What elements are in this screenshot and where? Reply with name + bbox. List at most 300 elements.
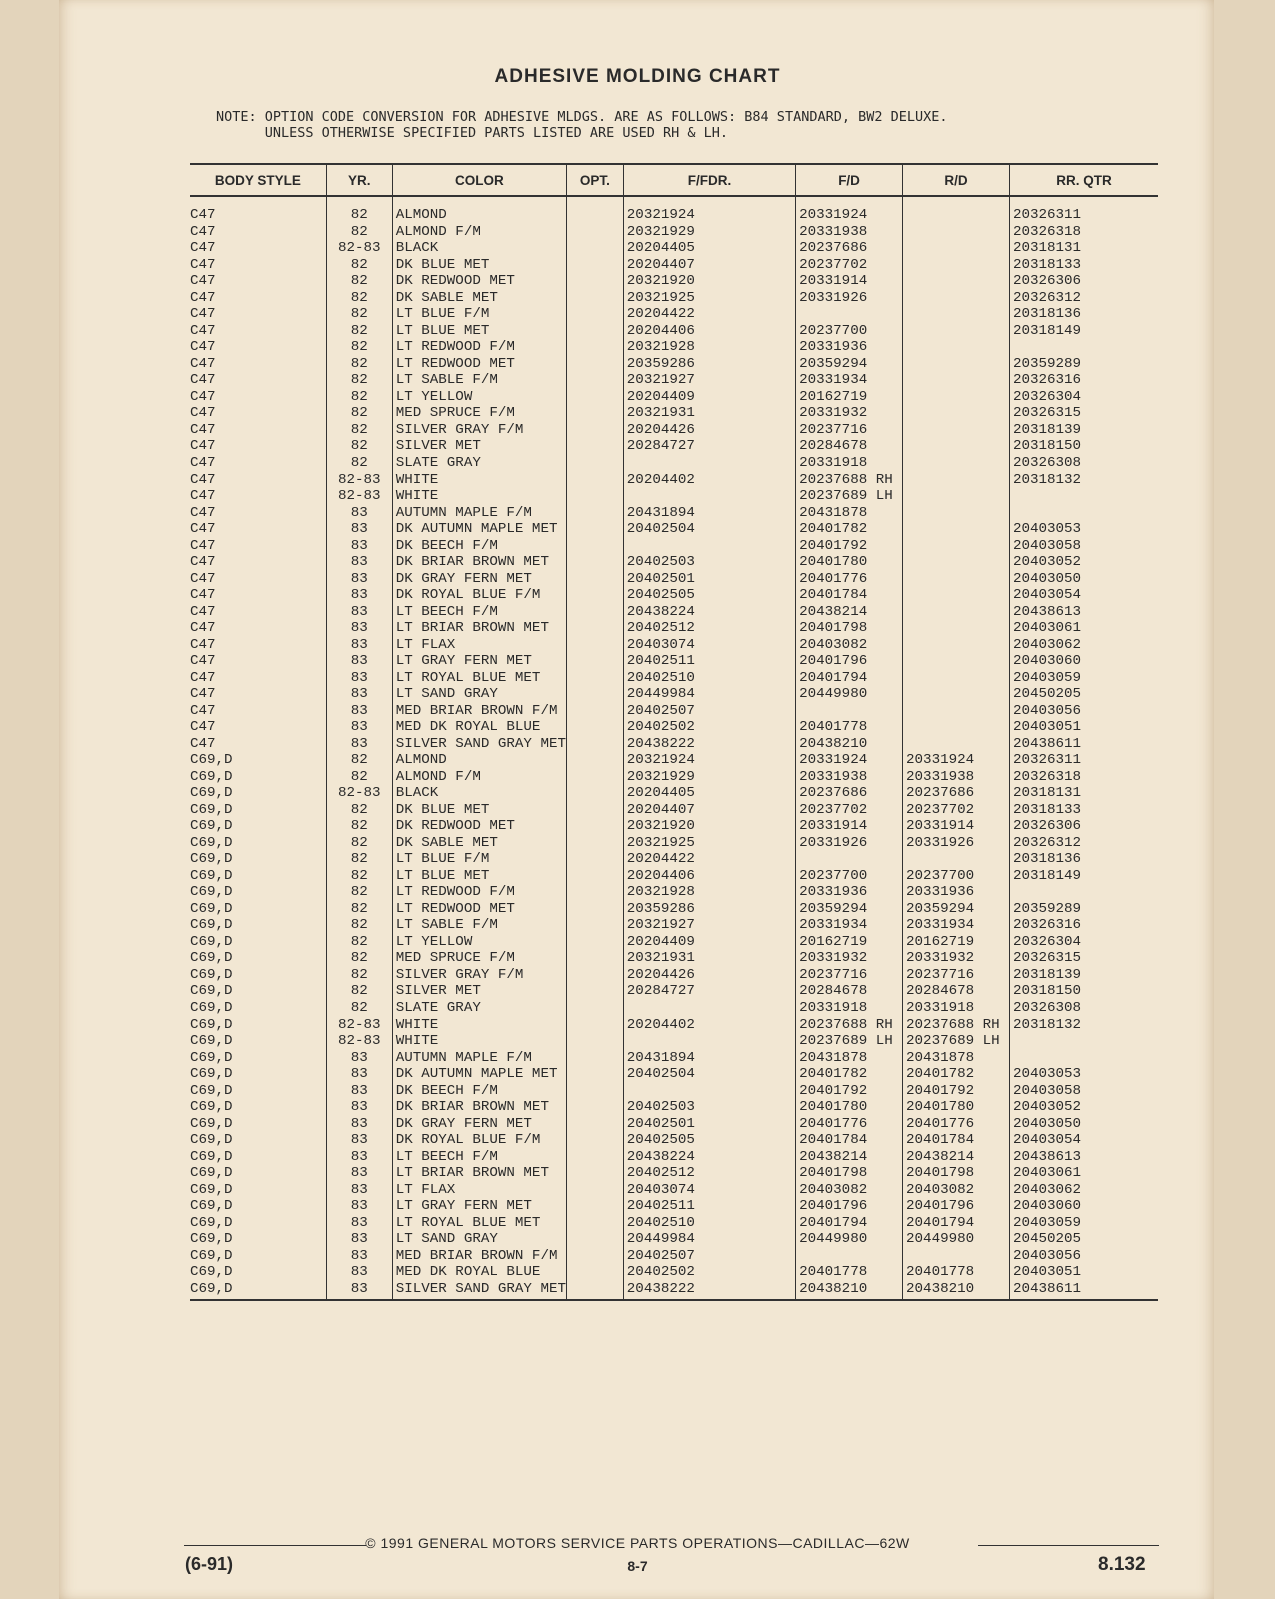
table-row <box>190 504 1158 521</box>
cell-option <box>566 1231 623 1248</box>
cell-color: ALMOND <box>392 196 566 224</box>
cell-option <box>566 901 623 918</box>
cell-rear-quarter: 20326306 <box>1009 818 1158 835</box>
cell-color: SLATE GRAY <box>392 455 566 472</box>
cell-front-door: 20237686 <box>796 785 903 802</box>
cell-body-style: C47 <box>190 421 216 438</box>
cell-rear-door <box>903 736 1010 753</box>
cell-color: MED BRIAR BROWN F/M <box>392 702 566 719</box>
cell-front-fender: 20321928 <box>623 884 795 901</box>
table-row <box>190 1264 1158 1281</box>
cell-year: 82 <box>326 769 392 786</box>
cell-body-style: C69,D <box>190 1181 233 1198</box>
cell-color: LT ROYAL BLUE MET <box>392 1214 566 1231</box>
cell-rear-door: 20237702 <box>903 802 1010 819</box>
table-row <box>190 934 1158 951</box>
cell-body-style: C69,D <box>190 1066 233 1083</box>
cell-body-style: C47 <box>190 504 216 521</box>
cell-rear-door: 20401784 <box>903 1132 1010 1149</box>
cell-body-style: C47 <box>190 240 216 257</box>
header-color: COLOR <box>392 164 566 196</box>
cell-option <box>566 339 623 356</box>
cell-color: WHITE <box>392 488 566 505</box>
cell-rear-quarter: 20403056 <box>1009 702 1158 719</box>
cell-year: 83 <box>326 719 392 736</box>
table-row <box>190 1099 1158 1116</box>
cell-front-door: 20331932 <box>796 950 903 967</box>
cell-rear-quarter <box>1009 1033 1158 1050</box>
cell-body-style: C47 <box>190 322 216 339</box>
cell-option <box>566 438 623 455</box>
cell-rear-door <box>903 851 1010 868</box>
cell-body-style: C69,D <box>190 1264 233 1281</box>
cell-rear-door <box>903 570 1010 587</box>
cell-rear-quarter: 20403059 <box>1009 669 1158 686</box>
cell-year: 82 <box>326 901 392 918</box>
table-row <box>190 257 1158 274</box>
cell-year: 83 <box>326 620 392 637</box>
cell-color: LT GRAY FERN MET <box>392 1198 566 1215</box>
cell-rear-door <box>903 554 1010 571</box>
cell-option <box>566 1033 623 1050</box>
cell-front-door: 20401776 <box>796 1115 903 1132</box>
header-option: OPT. <box>566 164 623 196</box>
cell-rear-quarter: 20403050 <box>1009 570 1158 587</box>
cell-front-fender: 20402502 <box>623 1264 795 1281</box>
cell-front-door: 20237689 LH <box>796 1033 903 1050</box>
header-year: YR. <box>326 164 392 196</box>
cell-option <box>566 488 623 505</box>
cell-body-style: C69,D <box>190 1082 233 1099</box>
cell-rear-quarter: 20318132 <box>1009 1016 1158 1033</box>
cell-rear-door <box>903 273 1010 290</box>
cell-rear-door <box>903 438 1010 455</box>
cell-rear-door: 20331936 <box>903 884 1010 901</box>
note-line-2: UNLESS OTHERWISE SPECIFIED PARTS LISTED ARE USED RH & LH. <box>216 125 729 141</box>
cell-option <box>566 1247 623 1264</box>
table-row <box>190 1033 1158 1050</box>
table-row <box>190 1148 1158 1165</box>
cell-option <box>566 669 623 686</box>
cell-color: SILVER MET <box>392 438 566 455</box>
cell-body-style: C47 <box>190 339 216 356</box>
table-body <box>190 196 1158 1300</box>
cell-body-style: C47 <box>190 438 216 455</box>
cell-color: WHITE <box>392 471 566 488</box>
cell-front-door: 20401796 <box>796 1198 903 1215</box>
table-header-row <box>190 164 1158 196</box>
cell-year: 82-83 <box>326 488 392 505</box>
table-row <box>190 1066 1158 1083</box>
cell-front-door: 20401798 <box>796 1165 903 1182</box>
cell-front-fender: 20204402 <box>623 1016 795 1033</box>
table-row <box>190 521 1158 538</box>
cell-front-door: 20331914 <box>796 273 903 290</box>
cell-option <box>566 587 623 604</box>
cell-rear-quarter: 20450205 <box>1009 1231 1158 1248</box>
cell-front-fender: 20449984 <box>623 686 795 703</box>
cell-rear-quarter: 20326304 <box>1009 389 1158 406</box>
cell-option <box>566 752 623 769</box>
cell-color: LT SAND GRAY <box>392 1231 566 1248</box>
cell-color: BLACK <box>392 785 566 802</box>
cell-rear-quarter: 20403052 <box>1009 554 1158 571</box>
cell-front-fender: 20204406 <box>623 868 795 885</box>
cell-option <box>566 835 623 852</box>
cell-body-style: C69,D <box>190 900 233 917</box>
cell-front-door <box>796 702 903 719</box>
cell-body-style: C69,D <box>190 1198 233 1215</box>
cell-rear-door <box>903 719 1010 736</box>
cell-rear-door <box>903 488 1010 505</box>
cell-body-style: C47 <box>190 537 216 554</box>
cell-front-door: 20401792 <box>796 1082 903 1099</box>
cell-front-door: 20401782 <box>796 521 903 538</box>
cell-front-fender: 20204409 <box>623 389 795 406</box>
cell-rear-door: 20237686 <box>903 785 1010 802</box>
table-row <box>190 1016 1158 1033</box>
cell-option <box>566 736 623 753</box>
cell-front-fender: 20321927 <box>623 917 795 934</box>
cell-rear-door: 20401796 <box>903 1198 1010 1215</box>
cell-color: DK SABLE MET <box>392 290 566 307</box>
cell-option <box>566 570 623 587</box>
cell-front-fender: 20204407 <box>623 257 795 274</box>
table-row <box>190 884 1158 901</box>
cell-option <box>566 868 623 885</box>
cell-year: 82 <box>326 934 392 951</box>
table-row <box>190 653 1158 670</box>
header-front-door: F/D <box>796 164 903 196</box>
cell-front-door: 20438210 <box>796 1281 903 1301</box>
cell-front-door: 20359294 <box>796 356 903 373</box>
cell-front-fender: 20438224 <box>623 1148 795 1165</box>
cell-body-style: C47 <box>190 570 216 587</box>
cell-front-fender: 20402512 <box>623 1165 795 1182</box>
cell-year: 82 <box>326 868 392 885</box>
cell-front-fender: 20402504 <box>623 1066 795 1083</box>
cell-option <box>566 405 623 422</box>
cell-front-fender: 20284727 <box>623 438 795 455</box>
cell-option <box>566 1264 623 1281</box>
cell-front-door: 20237702 <box>796 802 903 819</box>
cell-year: 83 <box>326 736 392 753</box>
cell-option <box>566 1099 623 1116</box>
cell-year: 82 <box>326 224 392 241</box>
cell-front-door: 20331926 <box>796 835 903 852</box>
cell-body-style: C69,D <box>190 1099 233 1116</box>
cell-front-fender: 20204406 <box>623 323 795 340</box>
table-row <box>190 1132 1158 1149</box>
header-rear-door: R/D <box>903 164 1010 196</box>
cell-year: 82 <box>326 339 392 356</box>
cell-front-fender: 20284727 <box>623 983 795 1000</box>
cell-front-door: 20331924 <box>796 196 903 224</box>
cell-option <box>566 769 623 786</box>
cell-rear-door <box>903 669 1010 686</box>
cell-year: 83 <box>326 702 392 719</box>
cell-front-door: 20449980 <box>796 686 903 703</box>
cell-rear-door: 20401792 <box>903 1082 1010 1099</box>
table-row <box>190 686 1158 703</box>
cell-front-fender <box>623 488 795 505</box>
cell-front-fender: 20402503 <box>623 1099 795 1116</box>
cell-front-door: 20401794 <box>796 1214 903 1231</box>
cell-front-fender: 20204422 <box>623 306 795 323</box>
cell-rear-quarter: 20359289 <box>1009 356 1158 373</box>
cell-front-fender <box>623 1033 795 1050</box>
cell-rear-quarter: 20326316 <box>1009 917 1158 934</box>
cell-rear-door: 20401778 <box>903 1264 1010 1281</box>
cell-front-door: 20438214 <box>796 603 903 620</box>
cell-rear-door: 20331926 <box>903 835 1010 852</box>
cell-option <box>566 702 623 719</box>
cell-color: MED SPRUCE F/M <box>392 405 566 422</box>
cell-option <box>566 934 623 951</box>
cell-front-fender: 20403074 <box>623 636 795 653</box>
cell-rear-quarter: 20326306 <box>1009 273 1158 290</box>
cell-color: WHITE <box>392 1016 566 1033</box>
cell-rear-door <box>903 521 1010 538</box>
cell-front-door: 20237689 LH <box>796 488 903 505</box>
cell-color: LT FLAX <box>392 636 566 653</box>
cell-year: 82-83 <box>326 1016 392 1033</box>
cell-front-door: 20401778 <box>796 719 903 736</box>
cell-year: 83 <box>326 686 392 703</box>
cell-option <box>566 1198 623 1215</box>
cell-year: 82 <box>326 438 392 455</box>
cell-color: BLACK <box>392 240 566 257</box>
cell-color: LT SAND GRAY <box>392 686 566 703</box>
cell-front-fender: 20321927 <box>623 372 795 389</box>
cell-front-door: 20438214 <box>796 1148 903 1165</box>
cell-option <box>566 290 623 307</box>
cell-option <box>566 851 623 868</box>
cell-front-fender <box>623 455 795 472</box>
cell-year: 83 <box>326 1148 392 1165</box>
cell-body-style: C69,D <box>190 1016 233 1033</box>
cell-rear-quarter: 20326308 <box>1009 455 1158 472</box>
cell-front-fender: 20402510 <box>623 669 795 686</box>
cell-front-door: 20431878 <box>796 1049 903 1066</box>
footer-revision-code: (6-91) <box>185 1554 234 1574</box>
cell-rear-quarter: 20438613 <box>1009 1148 1158 1165</box>
cell-option <box>566 1165 623 1182</box>
cell-year: 82 <box>326 818 392 835</box>
cell-rear-quarter: 20326311 <box>1009 752 1158 769</box>
cell-rear-quarter: 20403059 <box>1009 1214 1158 1231</box>
table-row <box>190 422 1158 439</box>
cell-front-fender: 20204402 <box>623 471 795 488</box>
cell-option <box>566 224 623 241</box>
cell-front-door: 20237716 <box>796 422 903 439</box>
cell-front-door: 20331926 <box>796 290 903 307</box>
cell-color: SILVER SAND GRAY MET <box>392 1281 566 1301</box>
cell-year: 82 <box>326 405 392 422</box>
table-row <box>190 290 1158 307</box>
cell-rear-quarter: 20318139 <box>1009 422 1158 439</box>
cell-front-door: 20331934 <box>796 917 903 934</box>
cell-rear-quarter: 20403058 <box>1009 1082 1158 1099</box>
cell-rear-quarter: 20318131 <box>1009 240 1158 257</box>
cell-body-style: C47 <box>190 355 216 372</box>
table-row <box>190 1198 1158 1215</box>
cell-front-fender: 20449984 <box>623 1231 795 1248</box>
cell-rear-door <box>903 405 1010 422</box>
cell-year: 83 <box>326 1165 392 1182</box>
cell-color: LT BRIAR BROWN MET <box>392 1165 566 1182</box>
cell-rear-door <box>903 323 1010 340</box>
cell-body-style: C47 <box>190 587 216 604</box>
cell-body-style: C47 <box>190 735 216 752</box>
cell-front-fender: 20438222 <box>623 736 795 753</box>
cell-color: LT FLAX <box>392 1181 566 1198</box>
cell-body-style: C47 <box>190 388 216 405</box>
cell-rear-quarter: 20403051 <box>1009 1264 1158 1281</box>
cell-year: 83 <box>326 1049 392 1066</box>
cell-rear-quarter: 20318149 <box>1009 323 1158 340</box>
cell-color: DK REDWOOD MET <box>392 818 566 835</box>
cell-color: DK ROYAL BLUE F/M <box>392 587 566 604</box>
cell-rear-door: 20331924 <box>903 752 1010 769</box>
cell-front-fender: 20321924 <box>623 196 795 224</box>
cell-color: DK BEECH F/M <box>392 537 566 554</box>
table-row <box>190 636 1158 653</box>
cell-rear-quarter: 20318139 <box>1009 967 1158 984</box>
cell-front-door: 20403082 <box>796 1181 903 1198</box>
cell-year: 82 <box>326 752 392 769</box>
cell-front-door: 20331918 <box>796 1000 903 1017</box>
cell-front-door: 20438210 <box>796 736 903 753</box>
cell-body-style: C47 <box>190 207 216 224</box>
cell-color: DK GRAY FERN MET <box>392 1115 566 1132</box>
cell-front-fender: 20204426 <box>623 967 795 984</box>
cell-color: SILVER SAND GRAY MET <box>392 736 566 753</box>
cell-option <box>566 306 623 323</box>
cell-color: LT BLUE MET <box>392 323 566 340</box>
cell-option <box>566 504 623 521</box>
cell-front-fender <box>623 1082 795 1099</box>
cell-rear-quarter: 20318131 <box>1009 785 1158 802</box>
cell-body-style: C69,D <box>190 1115 233 1132</box>
cell-year: 82 <box>326 306 392 323</box>
table-row <box>190 224 1158 241</box>
cell-front-fender: 20321928 <box>623 339 795 356</box>
cell-body-style: C47 <box>190 289 216 306</box>
cell-option <box>566 521 623 538</box>
cell-rear-quarter: 20326315 <box>1009 405 1158 422</box>
table-row <box>190 405 1158 422</box>
table-row <box>190 752 1158 769</box>
table-row <box>190 455 1158 472</box>
cell-front-fender: 20402503 <box>623 554 795 571</box>
table-row <box>190 389 1158 406</box>
cell-rear-door <box>903 471 1010 488</box>
table-row <box>190 901 1158 918</box>
cell-option <box>566 356 623 373</box>
cell-front-fender: 20321924 <box>623 752 795 769</box>
cell-rear-door <box>903 306 1010 323</box>
table-row <box>190 1000 1158 1017</box>
cell-rear-door <box>903 422 1010 439</box>
cell-rear-quarter: 20438613 <box>1009 603 1158 620</box>
cell-body-style: C69,D <box>190 1214 233 1231</box>
cell-body-style: C47 <box>190 620 216 637</box>
cell-front-door: 20237700 <box>796 868 903 885</box>
cell-year: 83 <box>326 1082 392 1099</box>
cell-body-style: C47 <box>190 405 216 422</box>
cell-front-fender <box>623 1000 795 1017</box>
table-row <box>190 240 1158 257</box>
cell-year: 83 <box>326 1132 392 1149</box>
cell-body-style: C47 <box>190 273 216 290</box>
cell-body-style: C47 <box>190 686 216 703</box>
cell-color: DK BLUE MET <box>392 257 566 274</box>
cell-front-fender: 20438222 <box>623 1281 795 1301</box>
cell-option <box>566 884 623 901</box>
cell-body-style: C69,D <box>190 1165 233 1182</box>
cell-front-door: 20401784 <box>796 1132 903 1149</box>
cell-rear-door <box>903 603 1010 620</box>
table-row <box>190 273 1158 290</box>
cell-body-style: C69,D <box>190 917 233 934</box>
cell-color: LT BLUE F/M <box>392 306 566 323</box>
cell-front-door: 20449980 <box>796 1231 903 1248</box>
cell-year: 82 <box>326 273 392 290</box>
cell-year: 82-83 <box>326 471 392 488</box>
cell-rear-quarter: 20450205 <box>1009 686 1158 703</box>
cell-front-door: 20331936 <box>796 884 903 901</box>
cell-color: ALMOND F/M <box>392 224 566 241</box>
header-body-style: BODY STYLE <box>190 164 326 196</box>
table-row <box>190 356 1158 373</box>
cell-color: DK BEECH F/M <box>392 1082 566 1099</box>
cell-body-style: C69,D <box>190 752 233 769</box>
cell-rear-door <box>903 455 1010 472</box>
cell-front-door: 20284678 <box>796 983 903 1000</box>
cell-front-fender: 20431894 <box>623 504 795 521</box>
cell-body-style: C47 <box>190 636 216 653</box>
table-row <box>190 1247 1158 1264</box>
cell-rear-door: 20401776 <box>903 1115 1010 1132</box>
cell-rear-door: 20162719 <box>903 934 1010 951</box>
cell-body-style: C69,D <box>190 768 233 785</box>
cell-color: SILVER MET <box>392 983 566 1000</box>
cell-option <box>566 785 623 802</box>
cell-rear-door: 20403082 <box>903 1181 1010 1198</box>
cell-rear-quarter: 20403056 <box>1009 1247 1158 1264</box>
table-row <box>190 835 1158 852</box>
table-row <box>190 818 1158 835</box>
cell-rear-quarter: 20359289 <box>1009 901 1158 918</box>
cell-color: DK AUTUMN MAPLE MET <box>392 521 566 538</box>
cell-rear-quarter <box>1009 1049 1158 1066</box>
cell-front-door: 20403082 <box>796 636 903 653</box>
cell-option <box>566 603 623 620</box>
cell-option <box>566 273 623 290</box>
cell-option <box>566 1214 623 1231</box>
cell-front-fender: 20321931 <box>623 950 795 967</box>
cell-option <box>566 967 623 984</box>
cell-option <box>566 719 623 736</box>
cell-front-fender: 20321929 <box>623 224 795 241</box>
cell-color: DK BRIAR BROWN MET <box>392 554 566 571</box>
table-row <box>190 950 1158 967</box>
cell-year: 83 <box>326 537 392 554</box>
cell-year: 82 <box>326 884 392 901</box>
cell-option <box>566 455 623 472</box>
table-row <box>190 1165 1158 1182</box>
